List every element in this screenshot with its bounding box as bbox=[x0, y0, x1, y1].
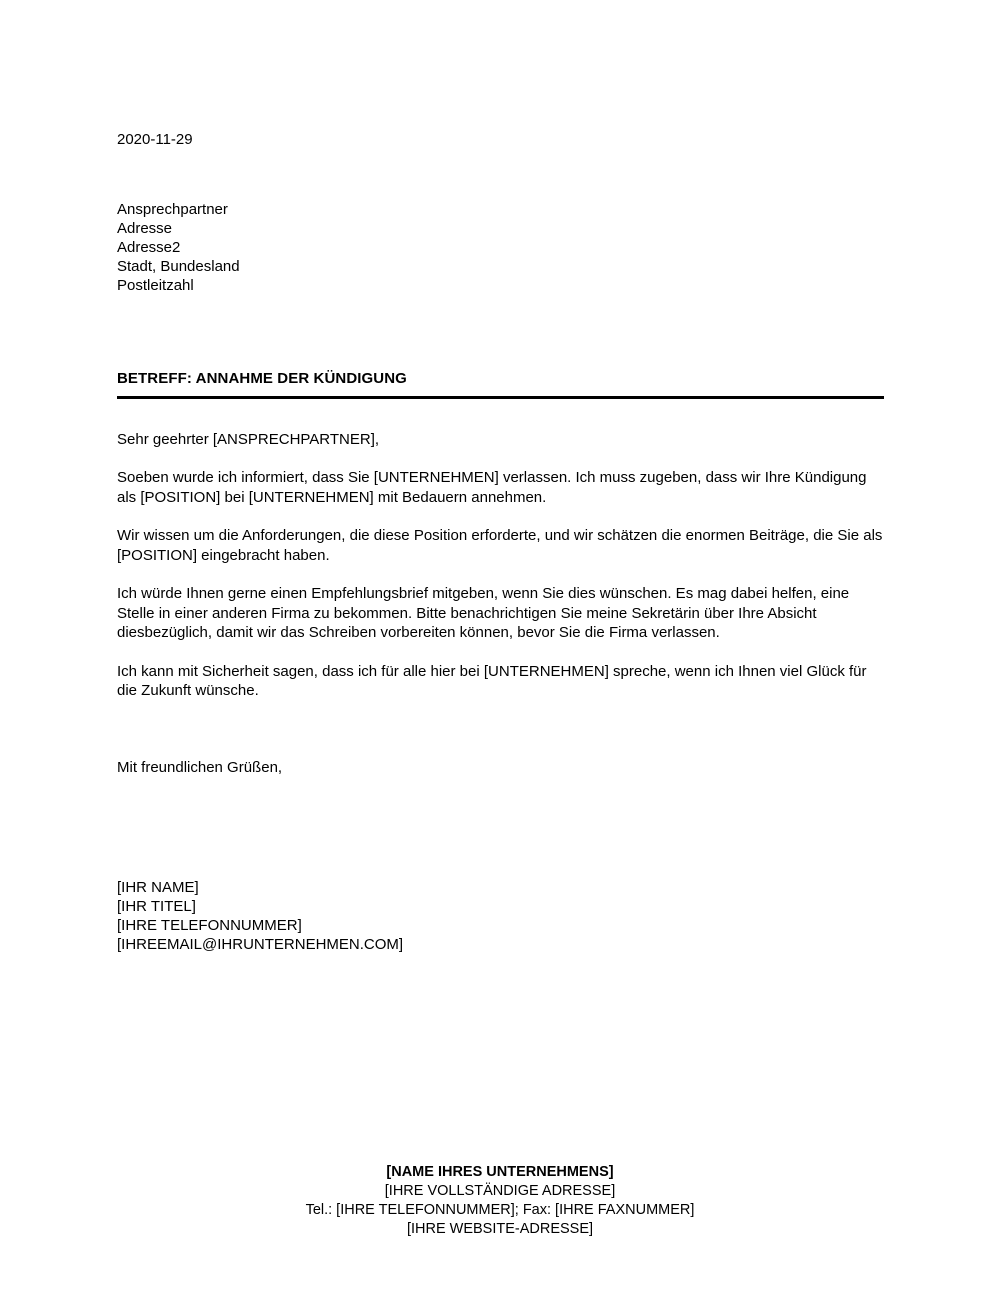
subject-divider-rule bbox=[117, 396, 884, 399]
salutation: Sehr geehrter [ANSPRECHPARTNER], bbox=[117, 431, 380, 448]
letter-date: 2020-11-29 bbox=[117, 131, 193, 148]
recipient-address-block bbox=[117, 200, 884, 295]
page-footer bbox=[0, 1163, 1000, 1239]
footer-company-name: [NAME IHRES UNTERNEHMENS] bbox=[386, 1164, 614, 1180]
closing-salutation: Mit freundlichen Grüßen, bbox=[117, 758, 283, 776]
footer-address: [IHRE VOLLSTÄNDIGE ADRESSE] bbox=[384, 1183, 616, 1199]
body-paragraph: Wir wissen um die Anforderungen, die diese Position erforderte, und wir schätzen die enormen Beiträge, die Sie als [POSITION] eingebracht haben. bbox=[117, 527, 883, 564]
signature-line: [IHRE TELEFONNUMMER] bbox=[117, 916, 302, 934]
signature-line: [IHREEMAIL@IHRUNTERNEHMEN.COM] bbox=[117, 935, 404, 953]
body-paragraph: Soeben wurde ich informiert, dass Sie [UNTERNEHMEN] verlassen. Ich muss zugeben, dass wir Ihre Kündigung als [POSITION] bei [UNTERNEHMEN] mit Bedauern annehmen. bbox=[117, 469, 867, 506]
body-paragraph: Ich würde Ihnen gerne einen Empfehlungsbrief mitgeben, wenn Sie dies wünschen. Es mag dabei helfen, eine Stelle in einer anderen Firma zu bekommen. Bitte benachrichtigen Sie meine Sekretärin über Ihre Absicht diesbezüglich, damit wir das Schreiben vorbereiten können, bevor Sie die Firma verlassen. bbox=[117, 585, 850, 641]
signature-line: [IHR NAME] bbox=[117, 878, 199, 896]
footer-phone-fax: Tel.: [IHRE TELEFONNUMMER]; Fax: [IHRE FAXNUMMER] bbox=[305, 1202, 695, 1218]
subject-line: BETREFF: ANNAHME DER KÜNDIGUNG bbox=[117, 370, 407, 387]
signature-block bbox=[117, 878, 884, 954]
footer-website: [IHRE WEBSITE-ADRESSE] bbox=[406, 1221, 594, 1237]
signature-line: [IHR TITEL] bbox=[117, 897, 196, 915]
subject-block bbox=[117, 369, 884, 399]
recipient-line: Adresse2 bbox=[117, 239, 181, 256]
recipient-line: Adresse bbox=[117, 220, 173, 237]
body-paragraph: Ich kann mit Sicherheit sagen, dass ich für alle hier bei [UNTERNEHMEN] spreche, wenn ich Ihnen viel Glück für die Zukunft wünsche. bbox=[117, 662, 867, 699]
recipient-line: Ansprechpartner bbox=[117, 201, 228, 218]
letter-content bbox=[117, 130, 884, 954]
recipient-line: Postleitzahl bbox=[117, 277, 194, 294]
recipient-line: Stadt, Bundesland bbox=[117, 258, 240, 275]
